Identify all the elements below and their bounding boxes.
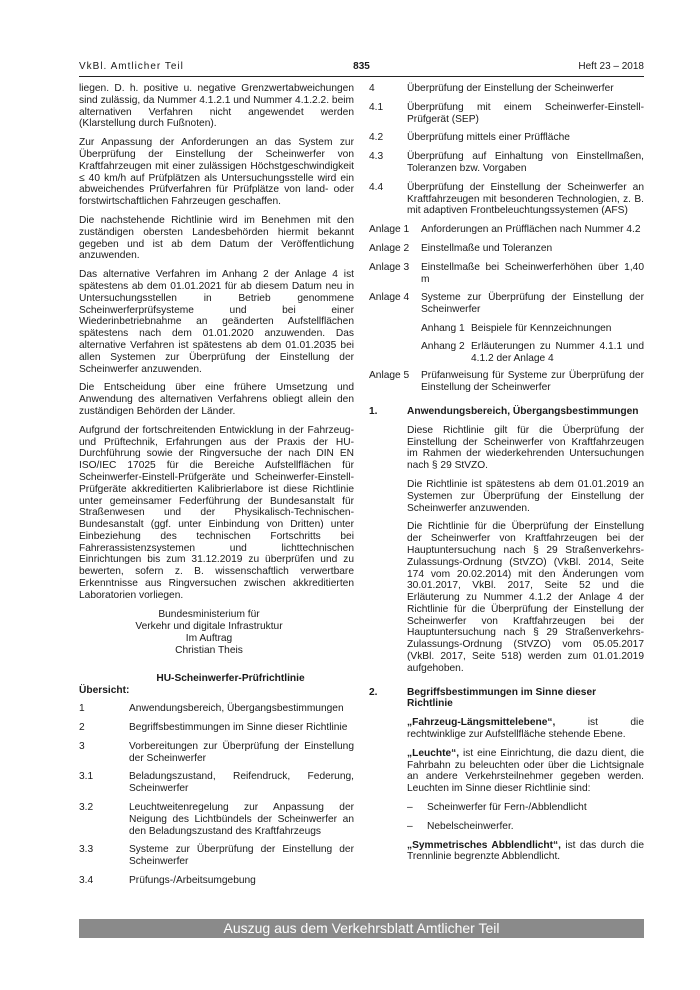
anhang-text: Beispiele für Kennzeichnungen bbox=[471, 322, 612, 334]
toc-number: 4.2 bbox=[369, 132, 384, 144]
paragraph: Aufgrund der fortschreitenden Entwicklung in der Fahrzeug- und Prüftechnik, Erfahrungen aus der Praxis der HU-Durchführung sowie der Ringversuche der nach DIN EN ISO/IEC 17025 für die Bereiche Aufstellflächen für Scheinwerfer-Einstell-Prüfgeräte und Scheinwerfer-Einstell-Prüfgeräte akkreditierten Kalibrierlabore ist diese Richtlinie unter gemeinsamer Federführung der Bundesanstalt für Straßenwesen und der Physikalisch-Technischen-Bundesanstalt (ggf. unter Einbindung von Dritten) unter Einbeziehung des technischen Fortschritts bei Fahrerassistenzsystemen und lichttechnischen Einrichtungen bis zum 31.12.2019 zu überprüfen und zu bewerten, sofern z. B. wissenschaftlich verwertbare Erkenntnisse aus Ringversuchen zwischen akkreditierten Laboratorien vorliegen. bbox=[79, 424, 354, 601]
left-column bbox=[79, 83, 354, 894]
toc-text: Beladungszustand, Reifendruck, Federung, Scheinwerfer bbox=[129, 771, 354, 795]
toc-number: 3.3 bbox=[79, 844, 94, 856]
toc-text: Leuchtweitenregelung zur Anpassung der Neigung des Lichtbündels der Scheinwerfer an den Beladungszustand des Kraftfahrzeugs bbox=[129, 802, 354, 837]
section-number: 1. bbox=[369, 405, 378, 417]
toc-number: 4.4 bbox=[369, 181, 384, 193]
anlage-entry bbox=[369, 243, 644, 255]
paragraph: Das alternative Verfahren im Anhang 2 der Anlage 4 ist spätestens ab dem 01.01.2021 für ab diesem Datum neu in Untersuchungsstellen in Betrieb genommene Scheinwerferprüfsysteme und bei einer Wiederinbetriebnahme an geänderten Aufstellflächen spätestens nach dem 01.01.2020 anzuwenden. Das alternative Verfahren ist spätestens ab dem 01.01.2035 bei allen Systemen zur Überprüfung der Einstellung der Scheinwerfer anzuwenden. bbox=[79, 269, 354, 375]
anlage-number: Anlage 5 bbox=[369, 370, 410, 382]
paragraph: Die nachstehende Richtlinie wird im Benehmen mit den zuständigen obersten Landesbehörden hiermit bekannt gegeben und ist ab dem Datum der Veröffentlichung anzuwenden. bbox=[79, 214, 354, 262]
toc-text: Überprüfung mit einem Scheinwerfer-Einstell-Prüfgerät (SEP) bbox=[407, 101, 644, 125]
signature-block bbox=[79, 609, 299, 657]
anhang-entry bbox=[421, 341, 644, 365]
signature-line: Im Auftrag bbox=[185, 632, 233, 644]
page-number: 835 bbox=[353, 61, 370, 72]
toc-entry bbox=[79, 771, 354, 795]
header-rule bbox=[79, 76, 644, 77]
document-title: HU-Scheinwerfer-Prüfrichtlinie bbox=[156, 672, 305, 684]
toc-text: Begriffsbestimmungen im Sinne dieser Richtlinie bbox=[129, 722, 348, 734]
list-item-text: Nebelscheinwerfer. bbox=[427, 820, 514, 832]
section-title: Begriffsbestimmungen im Sinne dieser Richtlinie bbox=[407, 686, 597, 710]
anlage-text: Einstellmaße und Toleranzen bbox=[421, 242, 553, 254]
section-heading bbox=[369, 687, 644, 711]
overview-label: Übersicht: bbox=[79, 685, 130, 697]
toc-entry bbox=[79, 703, 354, 715]
definition bbox=[407, 748, 644, 795]
anlage-entry bbox=[369, 224, 644, 236]
definition-term: „Symmetrisches Abblendlicht“, bbox=[407, 839, 561, 851]
issue-label: Heft 23 – 2018 bbox=[578, 61, 644, 72]
toc-text: Überprüfung der Einstellung der Scheinwerfer bbox=[407, 83, 614, 94]
toc-entry bbox=[79, 875, 354, 887]
toc-number: 3.4 bbox=[79, 875, 94, 887]
toc-number: 4 bbox=[369, 83, 375, 94]
anlage-number: Anlage 3 bbox=[369, 261, 410, 273]
toc-entry bbox=[369, 151, 644, 175]
toc-text: Anwendungsbereich, Übergangsbestimmungen bbox=[129, 703, 344, 715]
paragraph: Die Richtlinie für die Überprüfung der Einstellung der Scheinwerfer von Kraftfahrzeugen bei der Hauptuntersuchung nach § 29 Straßenverkehrs-Zulassungs-Ordnung (StVZO) (VkBl. 2014, Seite 174 vom 20.02.2014) mit den Änderungen vom 30.01.2017, VkBl. 2017, Seite 52 und die Erläuterung zu Nummer 4.1.2 der Anlage 4 der Richtlinie für die Überprüfung der Einstellung der Scheinwerfer von Kraftfahrzeugen bei der Hauptuntersuchung nach § 29 Straßenverkehrs-Zulassungs-Ordnung (StVZO) vom 05.05.2017 (VkBl. 2017, Seite 518) werden zum 01.01.2019 aufgehoben. bbox=[407, 521, 644, 674]
paragraph: Die Entscheidung über eine frühere Umsetzung und Anwendung des alternativen Verfahrens obliegt allein den zuständigen Behörden der Länder. bbox=[79, 382, 354, 417]
toc-text: Überprüfung der Einstellung der Scheinwerfer an Kraftfahrzeugen mit besonderen Technologien, z. B. mit adaptiven Frontbeleuchtungssystemen (AFS) bbox=[407, 181, 644, 217]
journal-name: VkBl. Amtlicher Teil bbox=[79, 61, 184, 72]
toc-entry bbox=[79, 802, 354, 837]
anlage-text: Systeme zur Überprüfung der Einstellung der Scheinwerfer bbox=[421, 292, 644, 316]
right-column bbox=[369, 83, 644, 870]
anhang-number: Anhang 2 bbox=[421, 340, 465, 352]
definition-text: ist eine Einrichtung, die dazu dient, die Fahrbahn zu beleuchten oder über die Lichtsignale an andere Verkehrsteilnehmer gegeben werden. Leuchten im Sinne dieser Richtlinie sind: bbox=[407, 747, 644, 795]
list-item bbox=[407, 802, 644, 814]
toc-entry bbox=[369, 182, 644, 217]
toc-text: Überprüfung auf Einhaltung von Einstellmaßen, Toleranzen bzw. Vorgaben bbox=[407, 151, 644, 174]
paragraph: liegen. D. h. positive u. negative Grenzwertabweichungen sind zulässig, da Nummer 4.1.2.1 und Nummer 4.1.2.2. beim alternativen Verfahren nicht angewendet werden (Klarstellung durch Fußnoten). bbox=[79, 83, 354, 130]
anlage-entry bbox=[369, 262, 644, 286]
toc-entry bbox=[369, 83, 644, 95]
page-footer-banner: Auszug aus dem Verkehrsblatt Amtlicher Teil bbox=[79, 919, 644, 938]
page-header bbox=[79, 61, 644, 75]
anlage-number: Anlage 2 bbox=[369, 242, 410, 254]
definition-term: „Fahrzeug-Längsmittelebene“, bbox=[407, 717, 556, 729]
paragraph: Die Richtlinie ist spätestens ab dem 01.01.2019 an Systemen zur Überprüfung der Einstellung der Scheinwerfer anzuwenden. bbox=[407, 478, 644, 514]
anhang-text: Erläuterungen zu Nummer 4.1.1 und 4.1.2 der Anlage 4 bbox=[471, 340, 644, 364]
toc-number: 1 bbox=[79, 703, 85, 715]
anhang-entry bbox=[421, 323, 644, 335]
toc-number: 4.1 bbox=[369, 101, 384, 113]
paragraph: Zur Anpassung der Anforderungen an das System zur Überprüfung der Einstellung der Scheinwerfer von Kraftfahrzeugen mit einer zulässigen Höchstgeschwindigkeit ≤ 40 km/h auf Prüfplätzen als Untersuchungsstelle wird ein abweichendes Prüfverfahren für Prüfplätze von land- oder forstwirtschaftlichen Fahrzeugen geschaffen. bbox=[79, 137, 354, 208]
signature-line: Christian Theis bbox=[175, 644, 243, 656]
list-item-text: Scheinwerfer für Fern-/Abblendlicht bbox=[427, 802, 587, 814]
anlage-entry bbox=[369, 292, 644, 316]
dash-bullet: – bbox=[407, 820, 413, 832]
toc-text: Vorbereitungen zur Überprüfung der Einstellung der Scheinwerfer bbox=[129, 740, 354, 764]
section-heading bbox=[369, 406, 644, 418]
toc-text: Prüfungs-/Arbeitsumgebung bbox=[129, 875, 256, 887]
toc-entry bbox=[369, 132, 644, 144]
signature-line: Verkehr und digitale Infrastruktur bbox=[135, 620, 283, 632]
toc-text: Überprüfung mittels einer Prüffläche bbox=[407, 132, 570, 144]
definition-term: „Leuchte“, bbox=[407, 747, 460, 759]
definition-text: ist die rechtwinklige zur Aufstellfläche stehende Ebene. bbox=[407, 717, 644, 741]
anlage-entry bbox=[369, 370, 644, 394]
anlage-number: Anlage 1 bbox=[369, 224, 410, 236]
toc-number: 3.1 bbox=[79, 771, 94, 783]
anhang-number: Anhang 1 bbox=[421, 322, 465, 334]
toc-entry bbox=[79, 844, 354, 868]
section-number: 2. bbox=[369, 686, 378, 698]
dash-bullet: – bbox=[407, 802, 413, 814]
toc-text: Systeme zur Überprüfung der Einstellung der Scheinwerfer bbox=[129, 844, 354, 868]
toc-entry bbox=[79, 741, 354, 765]
toc-entry bbox=[369, 102, 644, 126]
toc-number: 2 bbox=[79, 722, 85, 734]
anlage-number: Anlage 4 bbox=[369, 292, 410, 304]
toc-entry bbox=[79, 722, 354, 734]
definition-text: ist das durch die Trennlinie begrenzte Abblendlicht. bbox=[407, 839, 644, 863]
toc-number: 3.2 bbox=[79, 802, 94, 814]
anlage-text: Anforderungen an Prüfflächen nach Nummer 4.2 bbox=[421, 224, 641, 236]
list-item bbox=[407, 821, 644, 833]
anlage-text: Einstellmaße bei Scheinwerferhöhen über 1,40 m bbox=[421, 261, 644, 285]
anlage-text: Prüfanweisung für Systeme zur Überprüfung der Einstellung der Scheinwerfer bbox=[421, 370, 644, 394]
toc-number: 3 bbox=[79, 740, 85, 752]
paragraph: Diese Richtlinie gilt für die Überprüfung der Einstellung der Scheinwerfer von Kraftfahrzeugen im Rahmen der wiederkehrenden Untersuchungen nach § 29 StVZO. bbox=[407, 424, 644, 472]
toc-number: 4.3 bbox=[369, 151, 384, 163]
definition bbox=[407, 840, 644, 864]
definition bbox=[407, 717, 644, 741]
signature-line: Bundesministerium für bbox=[158, 608, 260, 620]
section-title: Anwendungsbereich, Übergangsbestimmungen bbox=[407, 405, 639, 417]
